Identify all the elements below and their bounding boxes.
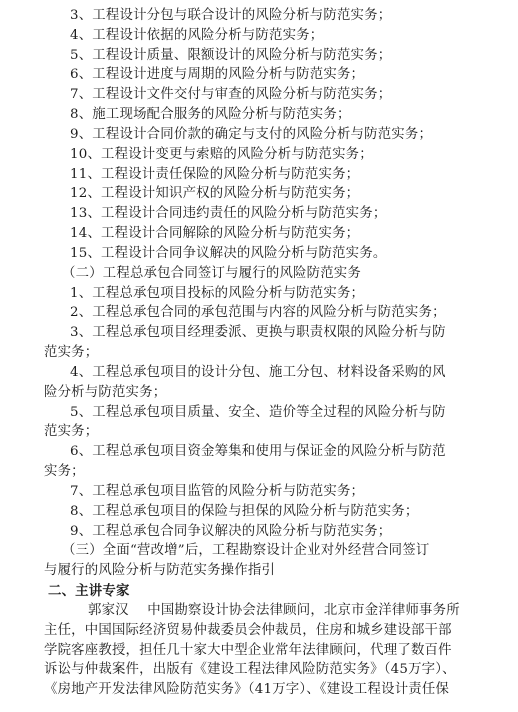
expert-bio-line-2: 主任，中国国际经济贸易仲裁委员会仲裁员，住房和城乡建设部干部 <box>44 622 452 638</box>
list-item-epc-8: 8、工程总承包项目的保险与担保的风险分析与防范实务； <box>70 503 419 519</box>
expert-name: 郭家汉 <box>88 602 129 618</box>
list-item-design-8: 8、施工现场配合服务的风险分析与防范实务； <box>70 107 351 123</box>
list-item-design-4: 4、工程设计依据的风险分析与防范实务； <box>70 27 324 43</box>
list-item-epc-1: 1、工程总承包项目投标的风险分析与防范实务； <box>70 285 365 301</box>
heading-lecturer: 二、主讲专家 <box>48 583 130 600</box>
section-heading-epc: （二）工程总承包合同签订与履行的风险防范实务 <box>62 265 361 281</box>
expert-bio-line-4: 诉讼与仲裁案件，出版有《建设工程法律风险防范实务》（45万字）、 <box>44 662 456 678</box>
list-item-design-15: 15、工程设计合同争议解决的风险分析与防范实务。 <box>70 245 387 261</box>
list-item-epc-3: 3、工程总承包项目经理委派、更换与职责权限的风险分析与防 <box>70 325 446 341</box>
expert-bio-text: 中国勘察设计协会法律顾问，北京市金洋律师事务所 <box>147 602 460 618</box>
section-heading-vat: （三）全面“营改增”后，工程勘察设计企业对外经营合同签订 <box>62 543 430 559</box>
list-item-epc-4-cont: 险分析与防范实务； <box>44 384 167 400</box>
list-item-design-11: 11、工程设计责任保险的风险分析与防范实务； <box>70 166 360 182</box>
list-item-epc-2: 2、工程总承包合同的承包范围与内容的风险分析与防范实务； <box>70 305 446 321</box>
list-item-epc-5-cont: 范实务； <box>44 424 99 440</box>
list-item-design-7: 7、工程设计文件交付与审查的风险分析与防范实务； <box>70 87 392 103</box>
section-heading-vat-cont: 与履行的风险分析与防范实务操作指引 <box>44 563 276 579</box>
expert-bio-line-5: 《房地产开发法律风险防范实务》（41万字）、《建设工程设计责任保 <box>44 682 450 698</box>
list-item-design-12: 12、工程设计知识产权的风险分析与防范实务； <box>70 186 360 202</box>
list-item-epc-6-cont: 实务； <box>44 464 85 480</box>
list-item-epc-5: 5、工程总承包项目质量、安全、造价等全过程的风险分析与防 <box>70 404 446 420</box>
list-item-design-5: 5、工程设计质量、限额设计的风险分析与防范实务； <box>70 47 392 63</box>
list-item-epc-3-cont: 范实务； <box>44 345 99 361</box>
expert-bio-first-line <box>88 601 460 621</box>
list-item-design-10: 10、工程设计变更与索赔的风险分析与防范实务； <box>70 146 373 162</box>
list-item-design-9: 9、工程设计合同价款的确定与支付的风险分析与防范实务； <box>70 126 433 142</box>
list-item-design-6: 6、工程设计进度与周期的风险分析与防范实务； <box>70 67 365 83</box>
list-item-epc-7: 7、工程总承包项目监管的风险分析与防范实务； <box>70 483 365 499</box>
list-item-design-14: 14、工程设计合同解除的风险分析与防范实务； <box>70 226 360 242</box>
list-item-design-13: 13、工程设计合同违约责任的风险分析与防范实务； <box>70 206 387 222</box>
list-item-epc-4: 4、工程总承包项目的设计分包、施工分包、材料设备采购的风 <box>70 364 446 380</box>
list-item-epc-6: 6、工程总承包项目资金筹集和使用与保证金的风险分析与防范 <box>70 444 446 460</box>
expert-bio-line-3: 学院客座教授，担任几十家大中型企业常年法律顾问，代理了数百件 <box>44 642 452 658</box>
list-item-epc-9: 9、工程总承包合同争议解决的风险分析与防范实务； <box>70 523 392 539</box>
list-item-design-3: 3、工程设计分包与联合设计的风险分析与防范实务； <box>70 8 392 23</box>
